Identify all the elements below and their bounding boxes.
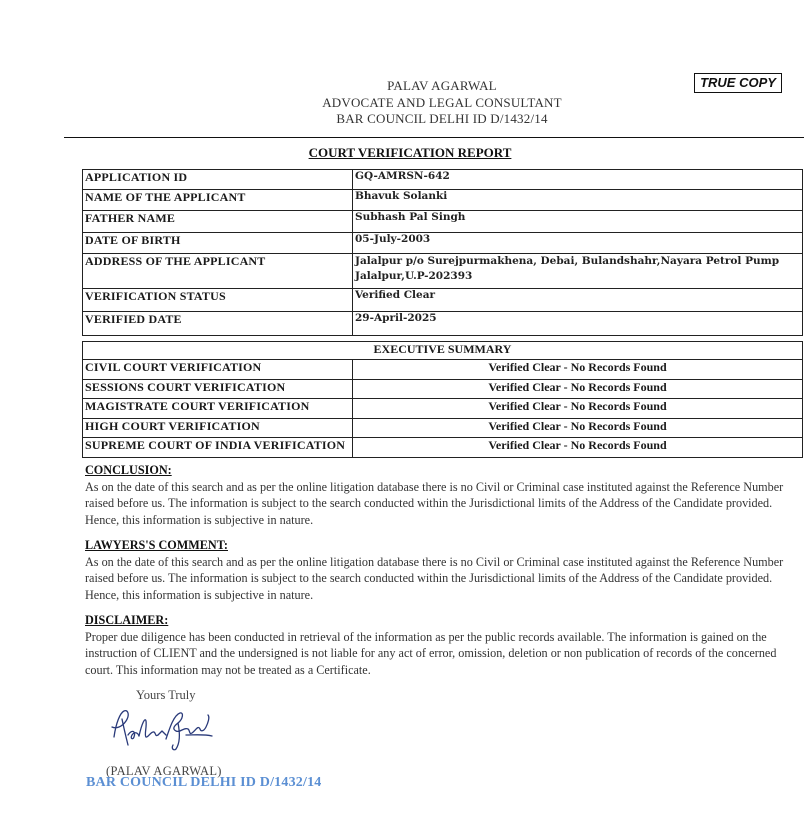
detail-value: Bhavuk Solanki bbox=[353, 190, 803, 211]
table-row bbox=[83, 438, 803, 458]
header-divider bbox=[64, 137, 804, 138]
detail-label: APPLICATION ID bbox=[83, 170, 353, 190]
summary-value: Verified Clear - No Records Found bbox=[353, 399, 803, 419]
executive-summary-table bbox=[82, 341, 803, 458]
letterhead bbox=[242, 78, 642, 128]
applicant-details-table bbox=[82, 169, 803, 336]
table-row bbox=[83, 379, 803, 399]
detail-value: Subhash Pal Singh bbox=[353, 211, 803, 233]
summary-title: EXECUTIVE SUMMARY bbox=[83, 342, 803, 360]
signatory-name: (PALAV AGARWAL) bbox=[106, 764, 222, 778]
table-row bbox=[83, 211, 803, 233]
lawyers-comment-heading: LAWYERS'S COMMENT: bbox=[85, 538, 228, 552]
table-row bbox=[83, 289, 803, 312]
summary-value: Verified Clear - No Records Found bbox=[353, 360, 803, 380]
summary-value: Verified Clear - No Records Found bbox=[353, 379, 803, 399]
disclaimer-section bbox=[85, 612, 797, 679]
table-row bbox=[83, 233, 803, 254]
summary-label: SESSIONS COURT VERIFICATION bbox=[83, 379, 353, 399]
lawyers-comment-section bbox=[85, 537, 797, 604]
summary-label: SUPREME COURT OF INDIA VERIFICATION bbox=[83, 438, 353, 458]
advocate-designation: ADVOCATE AND LEGAL CONSULTANT bbox=[322, 94, 562, 110]
detail-value: GQ-AMRSN-642 bbox=[353, 170, 803, 190]
report-title: COURT VERIFICATION REPORT bbox=[308, 145, 512, 160]
summary-label: CIVIL COURT VERIFICATION bbox=[83, 360, 353, 380]
summary-label: MAGISTRATE COURT VERIFICATION bbox=[83, 399, 353, 419]
detail-label: VERIFICATION STATUS bbox=[83, 289, 353, 312]
detail-label: DATE OF BIRTH bbox=[83, 233, 353, 254]
detail-label: VERIFIED DATE bbox=[83, 312, 353, 336]
table-row bbox=[83, 399, 803, 419]
lawyers-comment-text: As on the date of this search and as per the online litigation database there is no Civil or Criminal case instituted against the Reference Number raised before us. The information is subject to the search conducted within the Jurisdictional limits of the Address of the Candidate provided. Hence, this information is subjective in nature. bbox=[85, 554, 784, 603]
table-header-row bbox=[83, 342, 803, 360]
true-copy-stamp: TRUE COPY bbox=[694, 73, 782, 93]
detail-value: Verified Clear bbox=[353, 289, 803, 312]
conclusion-section bbox=[85, 462, 797, 529]
table-row bbox=[83, 360, 803, 380]
detail-label: NAME OF THE APPLICANT bbox=[83, 190, 353, 211]
table-row bbox=[83, 254, 803, 289]
handwritten-signature bbox=[108, 705, 218, 753]
conclusion-text: As on the date of this search and as per the online litigation database there is no Civil or Criminal case instituted against the Reference Number raised before us. The information is subject to the search conducted within the Jurisdictional limits of the Address of the Candidate provided. Hence, this information is subjective in nature. bbox=[85, 479, 784, 528]
table-row bbox=[83, 312, 803, 336]
conclusion-heading: CONCLUSION: bbox=[85, 463, 172, 477]
closing-salutation: Yours Truly bbox=[136, 688, 196, 702]
detail-label: ADDRESS OF THE APPLICANT bbox=[83, 254, 353, 289]
table-row bbox=[83, 190, 803, 211]
detail-label: FATHER NAME bbox=[83, 211, 353, 233]
detail-value: 05-July-2003 bbox=[353, 233, 803, 254]
summary-value: Verified Clear - No Records Found bbox=[353, 438, 803, 458]
detail-value: 29-April-2025 bbox=[353, 312, 803, 336]
disclaimer-heading: DISCLAIMER: bbox=[85, 613, 169, 627]
table-row bbox=[83, 418, 803, 438]
signatory-bar-id: BAR COUNCIL DELHI ID D/1432/14 bbox=[86, 775, 322, 790]
summary-value: Verified Clear - No Records Found bbox=[353, 418, 803, 438]
summary-label: HIGH COURT VERIFICATION bbox=[83, 418, 353, 438]
detail-value: Jalalpur p/o Surejpurmakhena, Debai, Bulandshahr,Nayara Petrol Pump Jalalpur,U.P-202393 bbox=[353, 254, 803, 289]
disclaimer-text: Proper due diligence has been conducted in retrieval of the information as per the public records available. The information is gained on the instruction of CLIENT and the undersigned is not liable for any act of error, omission, deletion or non publication of records of the concerned court. This information may not be treated as a Certificate. bbox=[85, 629, 777, 678]
advocate-name: PALAV AGARWAL bbox=[387, 78, 497, 93]
table-row bbox=[83, 170, 803, 190]
advocate-bar-id: BAR COUNCIL DELHI ID D/1432/14 bbox=[336, 111, 548, 126]
